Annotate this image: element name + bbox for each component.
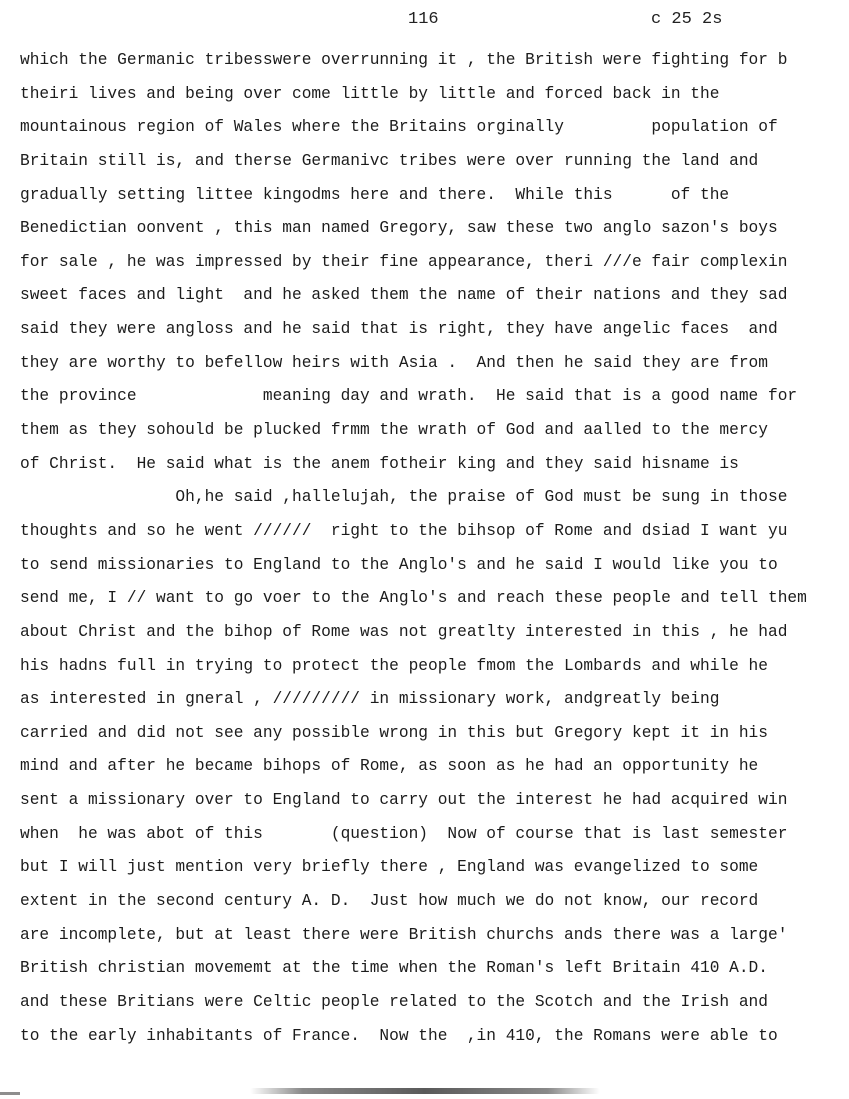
text-line: carried and did not see any possible wrong in this but Gregory kept it in his bbox=[20, 723, 768, 742]
text-line: to the early inhabitants of France. Now the ,in 410, the Romans were able to bbox=[20, 1026, 778, 1045]
text-line: and these Britians were Celtic people related to the Scotch and the Irish and bbox=[20, 992, 768, 1011]
text-line: Oh,he said ,hallelujah, the praise of God must be sung in those bbox=[20, 488, 788, 507]
text-line: are incomplete, but at least there were British churchs ands there was a large' bbox=[20, 925, 788, 944]
text-line: the province meaning day and wrath. He said that is a good name for bbox=[20, 387, 798, 406]
text-line: as interested in gneral , ///////// in missionary work, andgreatly being bbox=[20, 690, 720, 709]
text-line: sent a missionary over to England to carry out the interest he had acquired win bbox=[20, 791, 788, 810]
text-line: mountainous region of Wales where the Britains orginally population of bbox=[20, 118, 778, 137]
text-line: but I will just mention very briefly there , England was evangelized to some bbox=[20, 858, 759, 877]
text-line: for sale , he was impressed by their fine appearance, theri ///e fair complexin bbox=[20, 252, 788, 271]
body-text bbox=[20, 44, 835, 1053]
text-line: which the Germanic tribesswere overrunning it , the British were fighting for b bbox=[20, 51, 788, 69]
text-line: Benedictian oonvent , this man named Gregory, saw these two anglo sazon's boys bbox=[20, 219, 778, 238]
text-line: British christian movememt at the time when the Roman's left Britain 410 A.D. bbox=[20, 959, 768, 978]
text-line: when he was abot of this (question) Now of course that is last semester bbox=[20, 824, 788, 843]
text-line: about Christ and the bihop of Rome was not greatlty interested in this , he had bbox=[20, 622, 788, 641]
text-line: mind and after he became bihops of Rome, as soon as he had an opportunity he bbox=[20, 757, 759, 776]
text-line: them as they sohould be plucked frmm the wrath of God and aalled to the mercy bbox=[20, 421, 768, 440]
text-line: gradually setting littee kingodms here and there. While this of the bbox=[20, 185, 730, 204]
text-line: of Christ. He said what is the anem fotheir king and they said hisname is bbox=[20, 454, 739, 473]
scan-smudge bbox=[250, 1088, 600, 1094]
text-line: sweet faces and light and he asked them the name of their nations and they sad bbox=[20, 286, 788, 305]
page-number: 116 bbox=[408, 10, 439, 29]
text-line: extent in the second century A. D. Just how much we do not know, our record bbox=[20, 892, 759, 911]
page-header bbox=[0, 10, 849, 34]
text-line: his hadns full in trying to protect the people fmom the Lombards and while he bbox=[20, 656, 768, 675]
text-line: Britain still is, and therse Germanivc tribes were over running the land and bbox=[20, 151, 759, 170]
text-line: theiri lives and being over come little by little and forced back in the bbox=[20, 84, 720, 103]
text-line: said they were angloss and he said that is right, they have angelic faces and bbox=[20, 320, 778, 339]
reference-code: c 25 2s bbox=[651, 10, 723, 29]
text-line: to send missionaries to England to the Anglo's and he said I would like you to bbox=[20, 555, 778, 574]
scan-smudge bbox=[0, 1092, 20, 1095]
text-line: thoughts and so he went ////// right to the bihsop of Rome and dsiad I want yu bbox=[20, 521, 788, 540]
text-line: they are worthy to befellow heirs with Asia . And then he said they are from bbox=[20, 353, 768, 372]
text-line: send me, I // want to go voer to the Anglo's and reach these people and tell them bbox=[20, 589, 807, 608]
